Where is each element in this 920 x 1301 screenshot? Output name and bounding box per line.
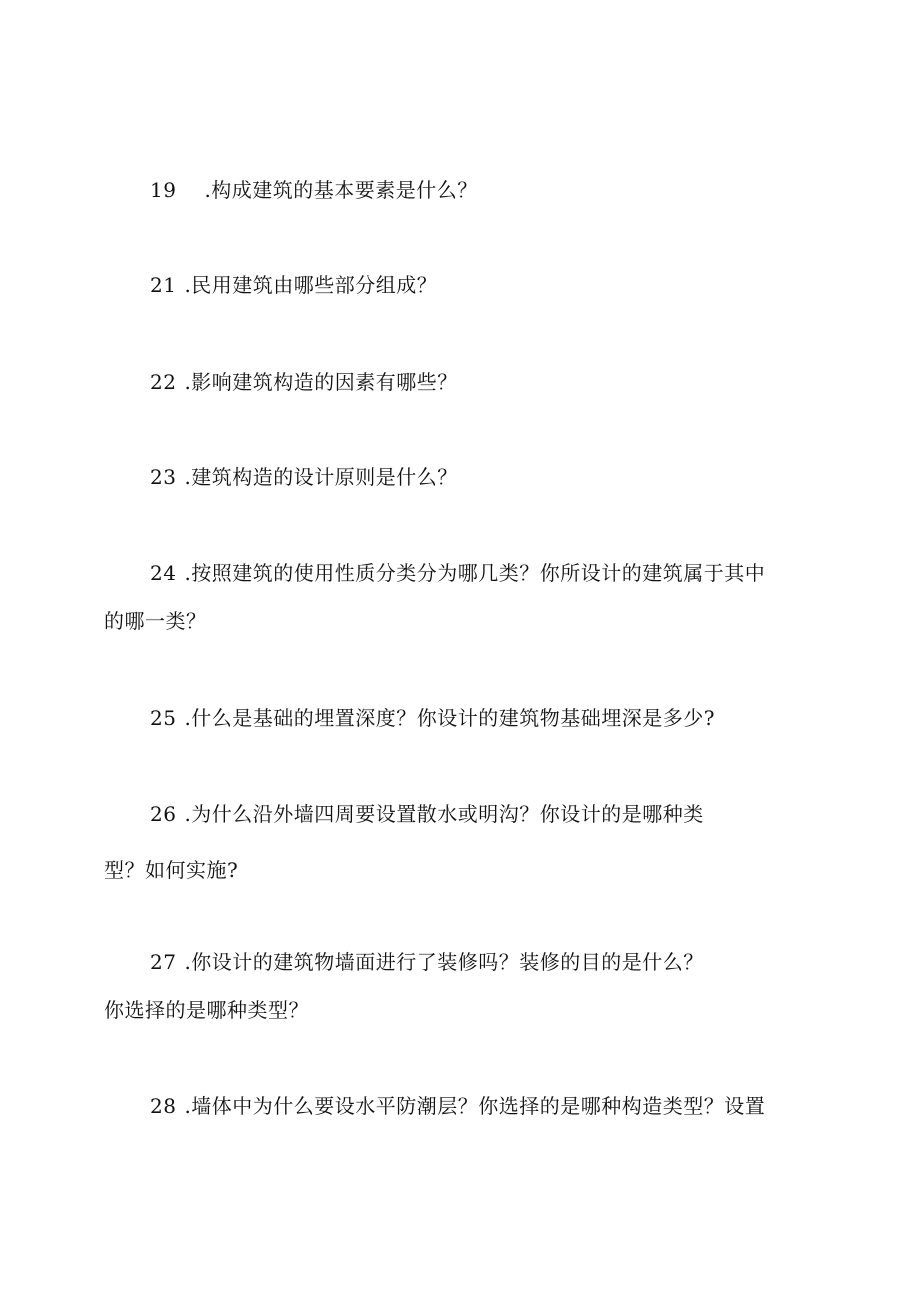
question-27-continuation xyxy=(104,998,309,1022)
question-text: 你选择的是哪种类型？ xyxy=(104,998,309,1022)
question-24-continuation xyxy=(104,609,207,633)
question-number: 22 xyxy=(150,370,177,394)
question-25 xyxy=(150,706,715,730)
question-24 xyxy=(150,561,765,585)
question-text: .建筑构造的设计原则是什么？ xyxy=(184,465,458,489)
question-number: 28 xyxy=(150,1094,177,1118)
question-26 xyxy=(150,802,704,826)
question-number: 21 xyxy=(150,273,177,297)
question-28 xyxy=(150,1094,765,1118)
question-text: .按照建筑的使用性质分类分为哪几类？你所设计的建筑属于其中 xyxy=(184,561,766,585)
question-number: 27 xyxy=(150,950,177,974)
question-text: .为什么沿外墙四周要设置散水或明沟？你设计的是哪种类 xyxy=(184,802,704,826)
question-22 xyxy=(150,370,458,394)
question-23 xyxy=(150,465,458,489)
question-text: 的哪一类？ xyxy=(104,609,207,633)
question-text: .民用建筑由哪些部分组成？ xyxy=(184,273,438,297)
question-26-continuation xyxy=(104,858,238,882)
question-text: .什么是基础的埋置深度？你设计的建筑物基础埋深是多少? xyxy=(184,706,716,730)
question-number: 26 xyxy=(150,802,177,826)
question-text: .你设计的建筑物墙面进行了装修吗？装修的目的是什么？ xyxy=(184,950,704,974)
question-text: 型？如何实施? xyxy=(104,858,239,882)
question-text: .墙体中为什么要设水平防潮层？你选择的是哪种构造类型？设置 xyxy=(184,1094,766,1118)
question-text: .构成建筑的基本要素是什么？ xyxy=(204,178,478,202)
question-19 xyxy=(150,178,478,202)
question-number: 23 xyxy=(150,465,177,489)
question-27 xyxy=(150,950,704,974)
question-21 xyxy=(150,273,437,297)
question-number: 24 xyxy=(150,561,177,585)
question-number: 19 xyxy=(150,178,177,202)
question-number: 25 xyxy=(150,706,177,730)
question-text: .影响建筑构造的因素有哪些？ xyxy=(184,370,458,394)
